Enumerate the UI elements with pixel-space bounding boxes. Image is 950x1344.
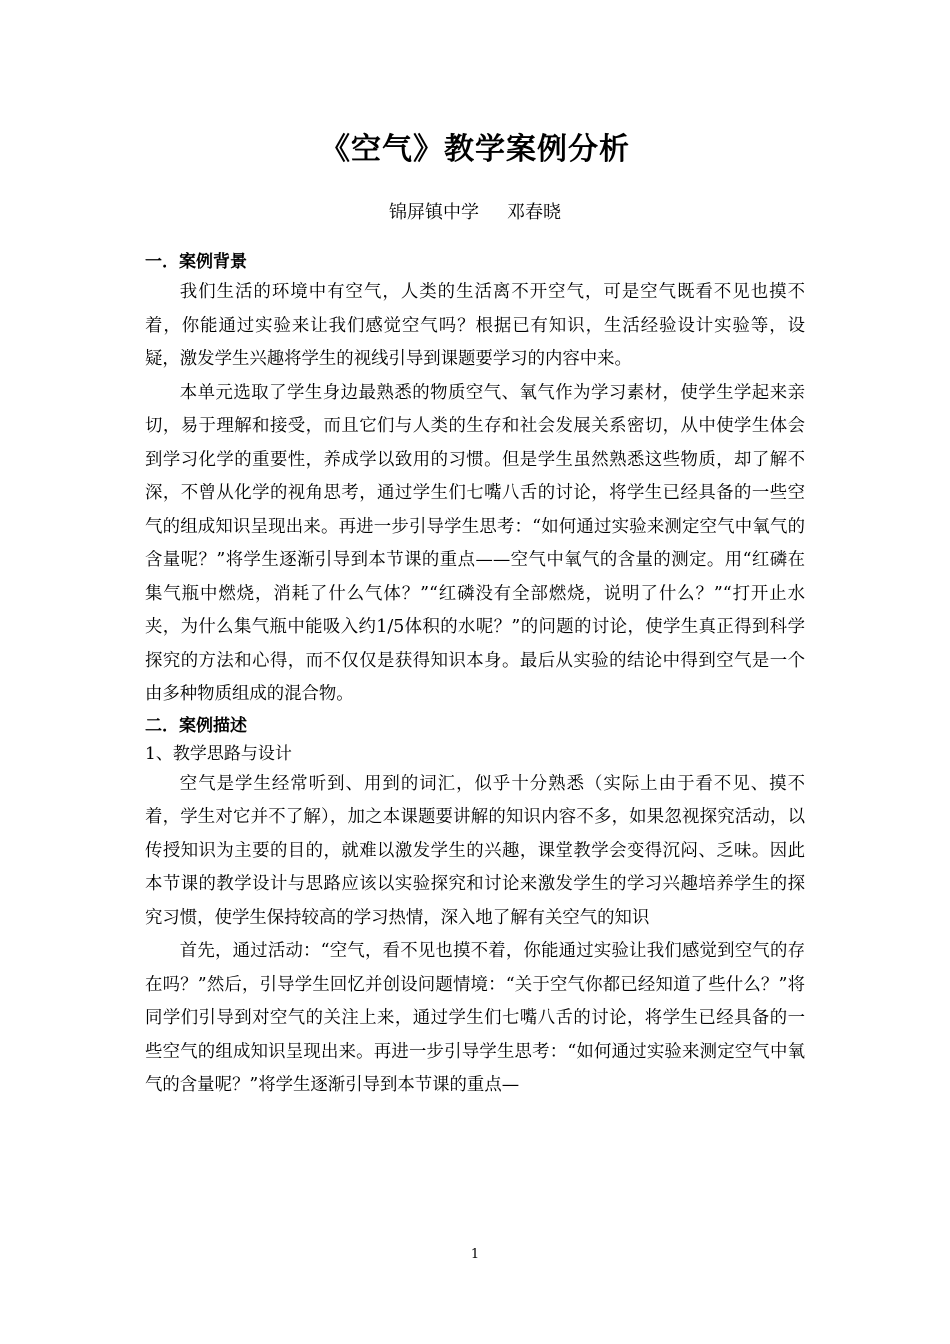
subsection-heading: 1、教学思路与设计	[145, 743, 292, 764]
section-heading-description: 二．案例描述	[145, 715, 247, 736]
author-line	[0, 200, 950, 226]
page-number: 1	[470, 1247, 480, 1262]
author-name: 邓春晓	[507, 202, 561, 223]
school-name: 锦屏镇中学	[389, 202, 479, 223]
document-body	[145, 248, 805, 1103]
paragraph: 空气是学生经常听到、用到的词汇，似乎十分熟悉（实际上由于看不见、摸不着，学生对它并不了解），加之本课题要讲解的知识内容不多，如果忽视探究活动，以传授知识为主要的目的，就难以激发学生的兴趣，课堂教学会变得沉闷、乏味。因此本节课的教学设计与思路应该以实验探究和讨论来激发学生的学习兴趣培养学生的探究习惯，使学生保持较高的学习热情，深入地了解有关空气的知识	[145, 773, 805, 928]
document-title: 《空气》教学案例分析	[320, 132, 630, 167]
section-heading-background: 一．案例背景	[145, 252, 247, 272]
paragraph: 首先，通过活动：“空气，看不见也摸不着，你能通过实验让我们感觉到空气的存在吗？”然后，引导学生回忆并创设问题情境：“关于空气你都已经知道了些什么？”将同学们引导到对空气的关注上来，通过学生们七嘴八舌的讨论，将学生已经具备的一些空气的组成知识呈现出来。再进一步引导学生思考：“如何通过实验来测定空气中氧气的含量呢？”将学生逐渐引导到本节课的重点—	[145, 941, 805, 1095]
paragraph: 本单元选取了学生身边最熟悉的物质空气、氧气作为学习素材，使学生学起来亲切，易于理解和接受，而且它们与人类的生存和社会发展关系密切，从中使学生体会到学习化学的重要性，养成学以致用的习惯。但是学生虽然熟悉这些物质，却了解不深，不曾从化学的视角思考，通过学生们七嘴八舌的讨论，将学生已经具备的一些空气的组成知识呈现出来。再进一步引导学生思考：“如何通过实验来测定空气中氧气的含量呢？”将学生逐渐引导到本节课的重点——空气中氧气的含量的测定。用“红磷在集气瓶中燃烧，消耗了什么气体？”“红磷没有全部燃烧，说明了什么？”“打开止水夹，为什么集气瓶中能吸入约1/5体积的水呢？”的问题的讨论，使学生真正得到科学探究的方法和心得，而不仅仅是获得知识本身。最后从实验的结论中得到空气是一个由多种物质组成的混合物。	[145, 382, 805, 704]
paragraph: 我们生活的环境中有空气，人类的生活离不开空气，可是空气既看不见也摸不着，你能通过实验来让我们感觉空气吗？根据已有知识，生活经验设计实验等，设疑，激发学生兴趣将学生的视线引导到课题要学习的内容中来。	[145, 282, 805, 369]
